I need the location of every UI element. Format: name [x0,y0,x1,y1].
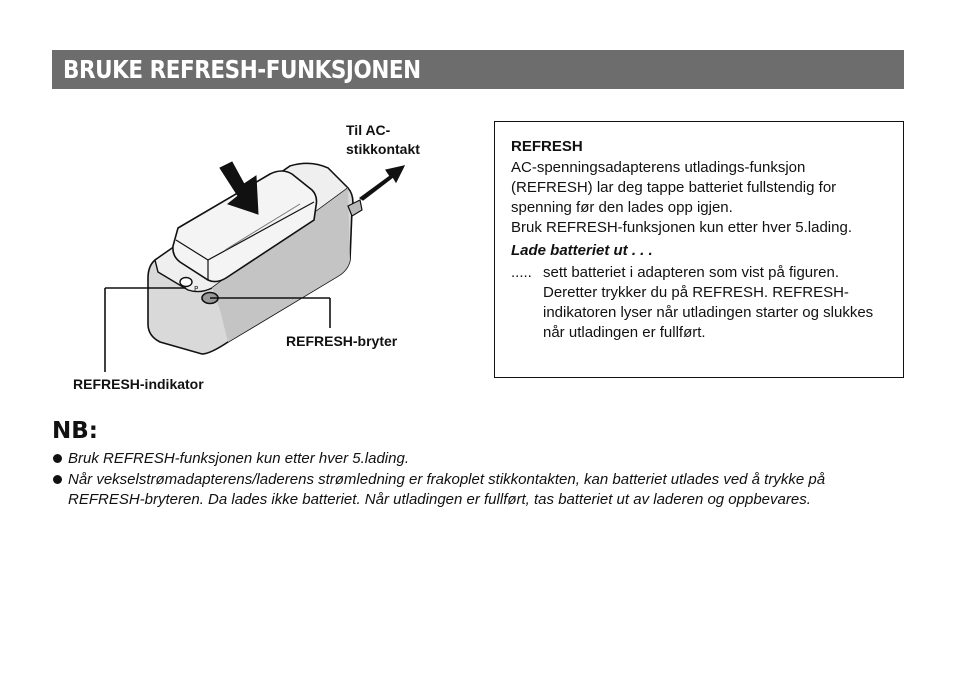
info-subheading: Lade batteriet ut . . . [511,242,653,259]
step-leader-dots: ..... [511,264,532,281]
label-refresh-indicator: REFRESH-indikator [73,376,204,392]
refresh-info-box [494,121,904,378]
info-step [511,263,887,343]
info-paragraph-2: Bruk REFRESH-funksjonen kun etter hver 5.lading. [511,219,852,236]
ac-direction-arrow-icon [360,166,404,200]
info-paragraph-1: AC-spenningsadapterens utladings-funksjon (REFRESH) lar deg tappe batteriet fullstendig for spenning før den lades opp igjen. [511,159,837,216]
label-refresh-switch: REFRESH-bryter [286,333,398,349]
label-ac-outlet: Til AC- stikkontakt [346,122,420,157]
title-bar [52,50,904,89]
charger-marking: P [194,285,199,293]
list-item: Når vekselstrømadapterens/laderens strømledning er frakoplet stikkontakten, kan batteriet utlades ved å trykke på REFRESH-bryteren. Da lades ikke batteriet. Når utladingen er fullført, tas batteriet ut av laderen og oppbevares. [52,470,904,510]
notes-title: NB: [52,418,98,444]
page-title: BRUKE REFRESH-FUNKSJONEN [63,55,421,84]
notes-list [52,449,904,511]
step-text: sett batteriet i adapteren som vist på figuren. Deretter trykker du på REFRESH. REFRESH-indikatoren lyser når utladingen starter og slukkes når utladingen er fullført. [543,264,874,341]
bullet-icon [53,454,62,463]
list-item: Bruk REFRESH-funksjonen kun etter hver 5.lading. [52,449,904,469]
info-heading: REFRESH [511,138,583,155]
refresh-indicator [180,278,192,287]
bullet-icon [53,475,62,484]
